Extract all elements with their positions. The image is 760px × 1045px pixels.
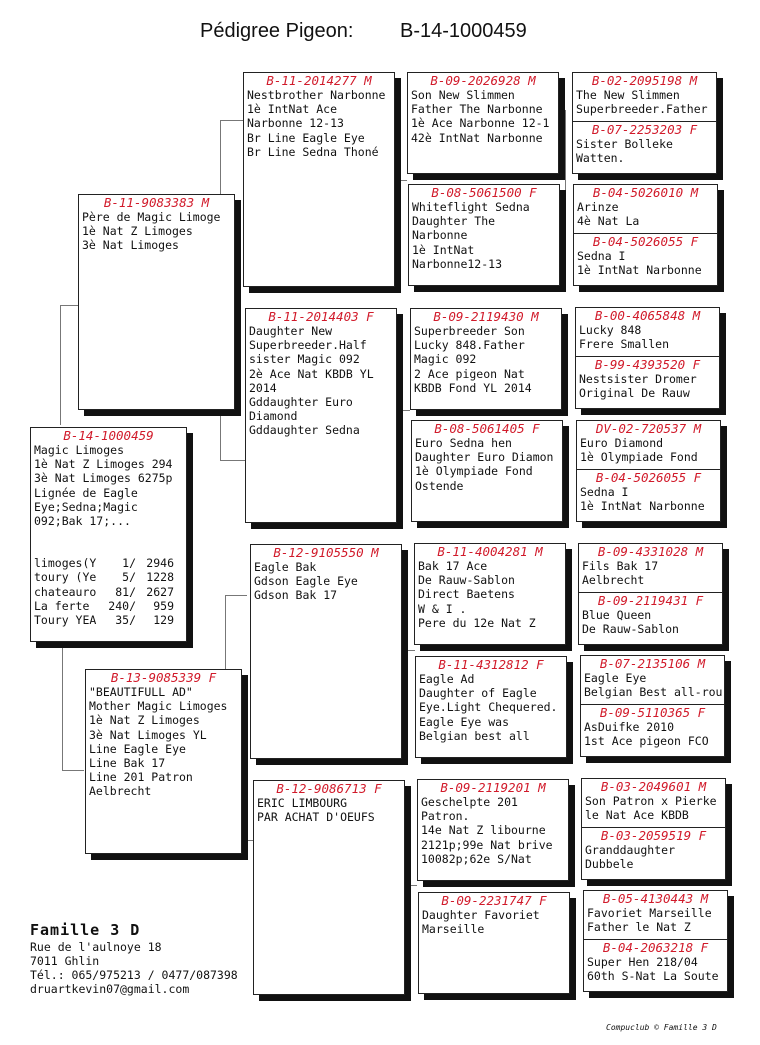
owner-name: Famille 3 D [30,921,141,939]
ring-number: B-00-4065848 M [594,308,701,323]
card-line: Frere Smallen [579,337,670,352]
connector-line [567,455,568,515]
result-place: 1/ [122,556,136,571]
card-line: Pere du 12e Nat Z [418,615,536,630]
pedigree-card-gen3 [415,656,567,758]
card-line: Superbreeder.Father [576,102,708,117]
card-line: 1è IntNat Ace [247,102,338,117]
gen4-male [574,185,717,228]
connector-line [60,305,78,306]
card-line: Mother Magic Limoges [89,699,228,714]
result-place: 81/ [115,584,136,599]
ring-number: B-11-2014277 M [266,73,372,88]
gen4-female [573,121,716,165]
card-line: Line Eagle Eye [89,741,186,756]
result-race: chateauro [34,584,97,599]
owner-phone: Tél.: 065/975213 / 0477/087398 [30,968,238,982]
ring-number: B-04-5026055 F [595,470,702,485]
card-line: Favoriet Marseille [587,906,712,920]
pedigree-card-gen4-pair [575,307,720,409]
pedigree-card-father [78,194,235,410]
result-race: limoges(Y [34,556,97,571]
card-line: Narbonne12-13 [412,256,503,271]
gen4-female [576,356,719,400]
card-line: 1è Nat Z Limoges [89,713,200,728]
ring-number: B-09-2119431 F [597,593,704,608]
card-line: Daughter The [412,214,496,229]
connector-line [572,815,573,875]
gen4-female [582,827,725,871]
gen4-male [577,421,720,464]
card-line: Eye.Light Chequered. [419,700,558,715]
card-line: De Rauw-Sablon [582,622,679,637]
connector-line [220,460,245,461]
gen4-female [574,233,717,277]
gen4-male [576,308,719,351]
card-line: De Rauw-Sablon [418,573,515,588]
connector-line [572,925,573,985]
pedigree-card-gen4-pair [578,543,723,645]
card-line: Direct Baetens [418,587,515,602]
card-line: 4è Nat La [577,214,640,229]
gen4-male [581,656,724,699]
card-line: Nestsister Dromer [579,372,697,386]
card-line: 3è Nat Limoges YL [89,727,207,742]
pedigree-card-gen3 [408,184,560,286]
title-ring: B-14-1000459 [400,20,527,42]
ring-number: B-99-4393520 F [594,357,701,372]
ring-number: B-09-2119430 M [433,309,539,324]
pedigree-card-gen2 [245,308,397,523]
pedigree-card-gen4-pair [580,655,725,757]
card-line: 3è Nat Limoges 6275p [34,471,173,486]
connector-line [565,110,566,190]
pedigree-card-gen3 [407,72,559,174]
card-line: Daughter Euro Diamon [415,450,554,465]
card-line: 2è Ace Nat KBDB YL [249,366,374,381]
result-entries: 1228 [146,570,174,585]
card-line: Eagle Bak [254,560,317,574]
pedigree-card-gen2 [243,72,395,287]
ring-number: B-09-4331028 M [597,544,704,559]
card-line: Father le Nat Z [587,920,691,935]
result-race: Toury YEA [34,613,97,628]
card-line: 1è Olympiade Fond [415,464,533,479]
ring-number: DV-02-720537 M [595,421,702,436]
gen4-male [584,891,727,934]
ring-number: B-04-5026010 M [592,185,699,200]
result-entries: 959 [153,598,174,613]
ring-number: B-12-9086713 F [276,781,382,796]
result-entries: 129 [153,613,174,628]
card-line: Original De Rauw [579,386,690,401]
footer-credit: Compuclub © Famille 3 D [606,1023,717,1032]
connector-line [225,595,247,596]
ring-number: B-09-2119201 M [440,780,546,795]
card-line: 1st Ace pigeon FCO [584,734,709,749]
pedigree-card-gen2 [253,780,405,995]
card-line: Lignée de Eagle [34,485,138,500]
pedigree-card-gen4-pair [572,72,717,174]
card-line: Blue Queen [582,608,652,622]
connector-line [570,690,571,750]
card-line: Geschelpte 201 [421,795,518,809]
connector-line [405,595,406,695]
connector-line [400,410,410,411]
results-table [31,556,186,627]
ring-number: B-13-9085339 F [110,670,217,685]
connector-line [397,180,407,181]
gen4-male [573,73,716,116]
card-line: Line 201 Patron [89,770,193,785]
result-place: 35/ [115,613,136,628]
ring-number: B-02-2095198 M [591,73,698,88]
owner-address: Rue de l'aulnoye 18 [30,940,162,954]
connector-line [60,305,61,425]
card-line: Belgian Best all-rou [584,685,723,700]
card-line: Père de Magic Limoge [82,210,221,224]
gen4-female [584,939,727,983]
card-line: The New Slimmen [576,88,680,102]
ring-number: B-07-2253203 F [591,122,698,137]
card-line: Eagle Ad [419,672,475,686]
pedigree-card-subject [30,427,187,642]
pedigree-card-gen3 [417,779,569,881]
card-line: Son New Slimmen [411,88,515,102]
card-line: Arinze [577,200,619,214]
card-line: 1è Nat Z Limoges [82,224,193,239]
result-place: 5/ [122,570,136,585]
card-line: Daughter New [249,324,333,338]
ring-number: B-03-2049601 M [600,779,707,794]
card-line: Father The Narbonne [411,102,543,117]
connector-line [220,120,243,121]
card-line: 2014 [249,380,277,395]
card-line: PAR ACHAT D'OEUFS [257,810,375,825]
card-line: Narbonne 12-13 [247,116,344,131]
card-line: "BEAUTIFULL AD" [89,685,193,699]
card-line: 2121p;99e Nat brive [421,837,553,852]
card-line: 14e Nat Z libourne [421,823,546,838]
owner-info [30,920,238,996]
ring-number: B-03-2059519 F [600,828,707,843]
ring-number: B-08-5061405 F [434,421,540,436]
card-line: Dubbele [585,857,634,872]
ring-number: B-11-9083383 M [103,195,210,210]
pedigree-card-gen3 [410,308,562,410]
card-line: 1è IntNat Narbonne [580,499,705,514]
card-line: Fils Bak 17 [582,559,659,573]
card-line: ERIC LIMBOURG [257,796,348,810]
connector-line [407,885,417,886]
card-line: Super Hen 218/04 [587,955,698,969]
card-line: Granddaughter [585,843,676,857]
card-line: Ostende [415,478,464,493]
ring-number: B-11-4004281 M [437,544,543,559]
ring-number: B-11-4312812 F [438,657,544,672]
result-race: La ferte [34,598,90,613]
card-line: Whiteflight Sedna [412,200,530,214]
card-line: Lucky 848.Father [414,338,525,353]
card-line: Daughter of Eagle [419,686,537,701]
result-race: toury (Ye [34,570,97,585]
gen4-male [582,779,725,822]
card-line: Superbreeder.Half [249,338,367,353]
card-line: Eye;Sedna;Magic [34,499,138,514]
card-line: Belgian best all [419,728,530,743]
ring-number: B-09-2026928 M [430,73,536,88]
card-line: 1è Olympiade Fond [580,450,698,465]
card-line: 60th S-Nat La Soute [587,969,719,984]
card-line: 1è Ace Narbonne 12-1 [411,116,550,131]
card-line: Marseille [422,922,485,937]
card-line: KBDB Fond YL 2014 [414,380,532,395]
card-line: 1è IntNat [412,242,475,257]
pedigree-card-gen4-pair [576,420,721,522]
card-line: Gddaughter Sedna [249,423,360,438]
card-line: 092;Bak 17;... [34,514,131,529]
card-line: sister Magic 092 [249,352,360,367]
card-line: Br Line Sedna Thoné [247,144,379,159]
connector-line [62,770,84,771]
pedigree-card-gen2 [250,544,402,759]
card-line: Eagle Eye [584,671,647,685]
gen4-female [579,592,722,636]
result-entries: 2946 [146,556,174,571]
connector-line [62,645,63,770]
owner-email[interactable]: druartkevin07@gmail.com [30,982,190,996]
card-line: Superbreeder Son [414,324,525,338]
card-line: Magic 092 [414,352,477,367]
card-line: le Nat Ace KBDB [585,808,689,823]
card-line: Eagle Eye was [419,714,510,729]
ring-number: B-09-5110365 F [599,705,706,720]
card-line: Euro Diamond [580,436,664,450]
gen4-female [581,704,724,748]
ring-number: B-08-5061500 F [431,185,537,200]
card-line: Bak 17 Ace [418,559,488,573]
gen4-male [579,544,722,587]
card-line: W & I . [418,601,467,616]
card-line: Line Bak 17 [89,756,166,771]
card-line: Narbonne [412,228,468,243]
pedigree-card-gen3 [411,420,563,522]
pedigree-card-gen4-pair [583,890,728,992]
card-line: AsDuifke 2010 [584,720,675,734]
card-line: 2 Ace pigeon Nat [414,366,525,381]
ring-number: B-04-5026055 F [592,234,699,249]
title-label: Pédigree Pigeon: [200,20,354,42]
pedigree-card-mother [85,669,242,854]
card-line: Sister Bolleke [576,137,673,151]
connector-line [397,120,398,230]
card-line: Watten. [576,151,625,166]
pedigree-card-gen3 [414,543,566,645]
owner-city: 7011 Ghlin [30,954,100,968]
ring-number: B-12-9105550 M [273,545,379,560]
connector-line [567,340,568,400]
ring-number: B-11-2014403 F [268,309,374,324]
pedigree-card-gen4-pair [581,778,726,880]
card-line: Br Line Eagle Eye [247,130,365,145]
connector-line [220,120,221,195]
ring-number: B-05-4130443 M [602,891,709,906]
card-line: Gdson Bak 17 [254,588,338,603]
card-line: 10082p;62e S/Nat [421,851,532,866]
pedigree-card-gen4-pair [573,184,718,286]
ring-number: B-04-2063218 F [602,940,709,955]
connector-line [565,230,566,280]
connector-line [220,405,221,460]
card-line: Nestbrother Narbonne [247,88,386,102]
ring-number: B-14-1000459 [63,428,154,443]
card-line: 42è IntNat Narbonne [411,130,543,145]
connector-line [570,580,571,635]
card-line: Aelbrecht [582,573,645,588]
card-line: Daughter Favoriet [422,908,540,922]
card-line: Patron. [421,809,470,824]
card-line: Lucky 848 [579,323,642,337]
pedigree-card-gen3 [418,892,570,994]
connector-line [405,650,415,651]
card-line: Magic Limoges [34,443,125,457]
card-line: 1è IntNat Narbonne [577,263,702,278]
gen4-female [577,469,720,513]
card-line: Son Patron x Pierke [585,794,717,808]
result-entries: 2627 [146,584,174,599]
ring-number: B-07-2135106 M [599,656,706,671]
connector-line [225,595,226,670]
card-line: 3è Nat Limoges [82,238,179,253]
card-line: Sedna I [580,485,629,499]
card-line: Aelbrecht [89,784,152,799]
ring-number: B-09-2231747 F [441,893,547,908]
card-line: Gdson Eagle Eye [254,574,358,589]
card-line: Euro Sedna hen [415,436,512,450]
result-place: 240/ [108,598,136,613]
card-line: Gddaughter Euro [249,395,353,410]
card-line: Sedna I [577,249,626,263]
card-line: 1è Nat Z Limoges 294 [34,457,173,472]
card-line: Diamond [249,409,298,424]
